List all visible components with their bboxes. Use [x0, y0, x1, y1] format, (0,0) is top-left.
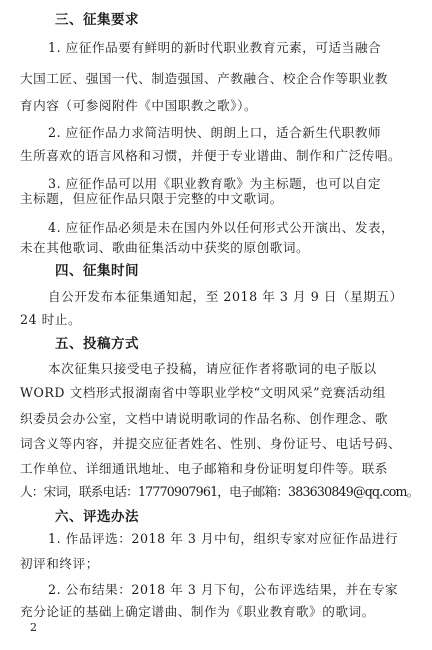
- page-number: 2: [30, 621, 37, 634]
- body-text-line: 4. 应征作品必须是未在国内外以任何形式公开演出、发表，: [48, 220, 395, 235]
- body-text-line: 1. 作品评选：2018 年 3 月中旬，组织专家对应征作品进行: [48, 531, 399, 546]
- body-text-line: 词含义等内容，并提交应征者姓名、性别、身份证号、电话号码、: [20, 436, 402, 451]
- body-text-line: 3. 应征作品可以用《职业教育歌》为主标题，也可以自定: [48, 176, 382, 191]
- body-text-line: 未在其他歌词、歌曲征集活动中获奖的原创歌词。: [20, 240, 310, 255]
- body-text-line: 本次征集只接受电子投稿，请应征作者将歌词的电子版以: [48, 361, 377, 376]
- body-text-line: 人：宋词，联系电话：17770907961，电子邮箱：383630849@qq.com。: [20, 484, 419, 499]
- body-text-line: 初评和终评；: [20, 556, 99, 571]
- body-text-line: 2. 应征作品力求简洁明快、朗朗上口，适合新生代职教师: [48, 125, 382, 140]
- section-heading: 四、征集时间: [55, 263, 139, 279]
- body-text-line: 织委员会办公室，文档中请说明歌词的作品名称、创作理念、歌: [20, 411, 389, 426]
- section-heading: 五、投稿方式: [55, 336, 139, 352]
- body-text-line: 育内容（可参阅附件《中国职教之歌》）。: [20, 98, 258, 113]
- body-text-line: WORD 文档形式报湖南省中等职业学校“文明风采”竞赛活动组: [20, 385, 386, 400]
- section-heading: 六、评选办法: [55, 509, 139, 525]
- body-text-line: 充分论证的基础上确定谱曲、制作为《职业教育歌》的歌词。: [20, 604, 375, 619]
- body-text-line: 大国工匠、强国一代、制造强国、产教融合、校企合作等职业教: [20, 71, 389, 86]
- section-heading: 三、征集要求: [55, 12, 139, 28]
- body-text-line: 1. 应征作品要有鲜明的新时代职业教育元素，可适当融合: [48, 40, 382, 55]
- body-text-line: 2. 公布结果：2018 年 3 月下旬，公布评选结果，并在专家: [48, 582, 399, 597]
- body-text-line: 24 时止。: [20, 312, 82, 327]
- body-text-line: 工作单位、详细通讯地址、电子邮箱和身份证明复印件等。联系: [20, 461, 389, 476]
- body-text-line: 主标题，但应征作品只限于完整的中文歌词。: [20, 191, 283, 206]
- body-text-line: 自公开发布本征集通知起，至 2018 年 3 月 9 日（星期五）: [48, 289, 403, 304]
- body-text-line: 生所喜欢的语言风格和习惯，并便于专业谱曲、制作和广泛传唱。: [20, 148, 402, 163]
